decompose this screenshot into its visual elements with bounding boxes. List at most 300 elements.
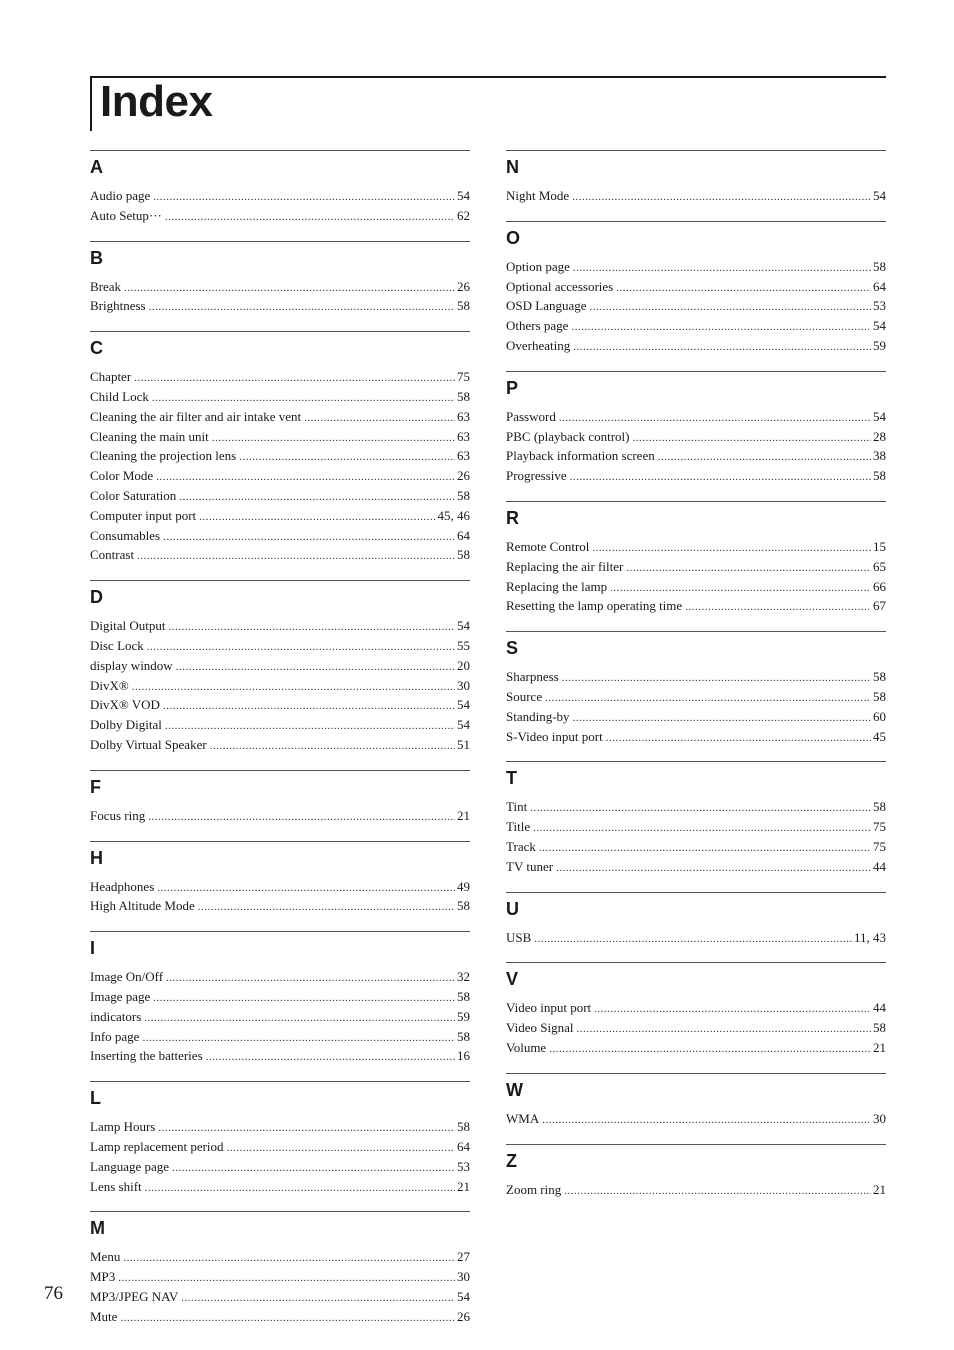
index-entry (506, 538, 886, 558)
dot-leader (181, 1290, 455, 1308)
index-entry (506, 818, 886, 838)
entry-page-ref: 16 (457, 1048, 470, 1064)
index-section-l (90, 1081, 470, 1211)
dot-leader (176, 659, 455, 677)
entry-list (90, 179, 470, 241)
entry-term: DivX® (90, 677, 129, 693)
index-section-c (90, 331, 470, 580)
dot-leader (562, 670, 871, 688)
index-section-r (506, 501, 886, 631)
entry-term: High Altitude Mode (90, 898, 195, 914)
dot-leader (147, 639, 455, 657)
entry-list (506, 400, 886, 501)
entry-page-ref: 65 (873, 558, 886, 574)
dot-leader (132, 679, 455, 697)
entry-page-ref: 26 (457, 278, 470, 294)
dot-leader (210, 738, 455, 756)
dot-leader (239, 449, 455, 467)
entry-page-ref: 38 (873, 448, 886, 464)
entry-page-ref: 58 (457, 988, 470, 1004)
index-entry (506, 337, 886, 357)
entry-term: Others page (506, 318, 569, 334)
entry-term: MP3/JPEG NAV (90, 1288, 179, 1304)
index-entry (506, 597, 886, 617)
dot-leader (199, 509, 435, 527)
entry-page-ref: 54 (457, 717, 470, 733)
entry-page-ref: 64 (457, 527, 470, 543)
index-entry (90, 187, 470, 207)
index-entry (90, 297, 470, 317)
dot-leader (592, 540, 871, 558)
entry-term: USB (506, 929, 532, 945)
entry-page-ref: 58 (873, 258, 886, 274)
page-title: Index (100, 77, 213, 126)
index-section-s (506, 631, 886, 761)
entry-term: Digital Output (90, 618, 166, 634)
index-entry (90, 1028, 470, 1048)
entry-page-ref: 28 (873, 428, 886, 444)
dot-leader (166, 970, 455, 988)
dot-leader (157, 880, 455, 898)
index-entry (506, 728, 886, 748)
dot-leader (590, 299, 871, 317)
index-section-n (506, 150, 886, 221)
entry-page-ref: 67 (873, 598, 886, 614)
index-entry (506, 838, 886, 858)
section-letter: R (506, 507, 519, 528)
entry-term: Lamp Hours (90, 1119, 156, 1135)
entry-page-ref: 45 (873, 728, 886, 744)
entry-term: Remote Control (506, 538, 590, 554)
index-entry (506, 258, 886, 278)
index-entry (506, 1019, 886, 1039)
dot-leader (163, 529, 455, 547)
index-entry (90, 447, 470, 467)
entry-term: Break (90, 278, 122, 294)
dot-leader (572, 189, 871, 207)
entry-page-ref: 64 (873, 278, 886, 294)
dot-leader (156, 469, 455, 487)
dot-leader (304, 410, 455, 428)
entry-page-ref: 51 (457, 736, 470, 752)
index-entry (90, 1248, 470, 1268)
entry-page-ref: 58 (873, 799, 886, 815)
section-letter: M (90, 1218, 105, 1239)
dot-leader (165, 718, 455, 736)
entry-term: Chapter (90, 369, 132, 385)
section-letter: W (506, 1079, 523, 1100)
entry-page-ref: 64 (457, 1138, 470, 1154)
section-letter: I (90, 938, 96, 959)
dot-leader (534, 931, 852, 949)
index-entry (506, 278, 886, 298)
entry-page-ref: 54 (873, 188, 886, 203)
entry-page-ref: 53 (873, 298, 886, 314)
index-column-left (90, 150, 470, 1341)
entry-list (506, 991, 886, 1072)
entry-term: TV tuner (506, 858, 554, 874)
entry-page-ref: 58 (457, 898, 470, 914)
page-number: 76 (44, 1283, 63, 1304)
index-entry (90, 1047, 470, 1067)
index-section-u (506, 892, 886, 963)
entry-page-ref: 75 (457, 369, 470, 385)
index-section-w (506, 1073, 886, 1144)
entry-term: MP3 (90, 1269, 116, 1285)
entry-page-ref: 54 (457, 618, 470, 634)
entry-list (90, 870, 470, 932)
dot-leader (632, 430, 871, 448)
section-letter: H (90, 847, 103, 868)
entry-page-ref: 26 (457, 468, 470, 484)
dot-leader (212, 430, 455, 448)
index-title-bar (90, 76, 886, 131)
dot-leader (571, 319, 871, 337)
entry-page-ref: 21 (457, 1178, 470, 1194)
entry-list (90, 360, 470, 580)
entry-page-ref: 58 (873, 669, 886, 685)
dot-leader (530, 800, 871, 818)
index-section-b (90, 241, 470, 332)
dot-leader (148, 809, 455, 827)
dot-leader (573, 339, 871, 357)
entry-list (506, 921, 886, 963)
entry-page-ref: 54 (873, 318, 886, 334)
entry-list (506, 179, 886, 221)
index-entry (90, 617, 470, 637)
entry-term: Menu (90, 1249, 121, 1265)
dot-leader (163, 698, 455, 716)
entry-term: Info page (90, 1028, 140, 1044)
entry-term: Mute (90, 1308, 118, 1324)
entry-page-ref: 59 (873, 337, 886, 353)
entry-list (506, 1102, 886, 1144)
dot-leader (153, 189, 455, 207)
index-entry (90, 897, 470, 917)
dot-leader (576, 1021, 871, 1039)
entry-term: Video input port (506, 1000, 592, 1016)
entry-term: Cleaning the air filter and air intake vent (90, 408, 302, 424)
entry-term: PBC (playback control) (506, 428, 630, 444)
entry-page-ref: 58 (457, 1119, 470, 1135)
entry-page-ref: 58 (457, 298, 470, 314)
index-section-f (90, 770, 470, 841)
entry-term: Volume (506, 1039, 547, 1055)
dot-leader (573, 710, 871, 728)
index-entry (506, 688, 886, 708)
dot-leader (206, 1049, 455, 1067)
entry-page-ref: 58 (873, 688, 886, 704)
entry-term: Lamp replacement period (90, 1138, 224, 1154)
entry-term: Disc Lock (90, 637, 144, 653)
index-entry (90, 408, 470, 428)
index-entry (90, 1118, 470, 1138)
entry-page-ref: 30 (457, 677, 470, 693)
entry-page-ref: 58 (873, 1020, 886, 1036)
dot-leader (152, 390, 455, 408)
entry-page-ref: 44 (873, 858, 886, 874)
entry-term: Cleaning the main unit (90, 428, 209, 444)
index-section-i (90, 931, 470, 1081)
index-entry (506, 297, 886, 317)
entry-term: Night Mode (506, 188, 570, 203)
index-entry (506, 447, 886, 467)
dot-leader (172, 1160, 455, 1178)
entry-list (90, 609, 470, 770)
entry-term: Replacing the lamp (506, 578, 608, 594)
entry-list (506, 530, 886, 631)
entry-term: Cleaning the projection lens (90, 448, 237, 464)
entry-term: Lens shift (90, 1178, 142, 1194)
index-entry (506, 187, 886, 207)
index-entry (90, 716, 470, 736)
entry-term: Option page (506, 258, 570, 274)
section-letter: A (90, 157, 103, 177)
entry-term: Title (506, 819, 531, 835)
dot-leader (227, 1140, 455, 1158)
entry-term: WMA (506, 1110, 540, 1126)
dot-leader (120, 1310, 455, 1328)
dot-leader (685, 599, 871, 617)
entry-page-ref: 20 (457, 657, 470, 673)
entry-page-ref: 27 (457, 1249, 470, 1265)
dot-leader (549, 1041, 871, 1059)
entry-term: Overheating (506, 337, 571, 353)
entry-page-ref: 26 (457, 1308, 470, 1324)
dot-leader (198, 899, 455, 917)
entry-term: Child Lock (90, 388, 149, 404)
index-entry (506, 668, 886, 688)
section-letter: C (90, 338, 103, 359)
section-letter: L (90, 1088, 101, 1109)
section-letter: P (506, 377, 519, 398)
entry-term: Focus ring (90, 807, 146, 823)
entry-page-ref: 58 (457, 1028, 470, 1044)
entry-term: OSD Language (506, 298, 587, 314)
index-entry (90, 428, 470, 448)
index-entry (90, 1268, 470, 1288)
section-letter: V (506, 969, 519, 990)
entry-term: Image On/Off (90, 969, 164, 985)
dot-leader (165, 209, 455, 227)
dot-leader (168, 619, 455, 637)
dot-leader (570, 469, 871, 487)
section-letter: N (506, 157, 519, 177)
index-entry (90, 388, 470, 408)
dot-leader (573, 260, 871, 278)
entry-term: Computer input port (90, 507, 197, 523)
dot-leader (142, 1030, 455, 1048)
entry-term: Video Signal (506, 1020, 574, 1036)
dot-leader (564, 1183, 871, 1201)
index-section-m (90, 1211, 470, 1341)
dot-leader (149, 299, 455, 317)
entry-list (90, 1240, 470, 1341)
section-letter: T (506, 768, 517, 789)
entry-page-ref: 44 (873, 1000, 886, 1016)
entry-list (90, 1110, 470, 1211)
index-entry (506, 408, 886, 428)
entry-term: Color Mode (90, 468, 154, 484)
entry-page-ref: 54 (457, 1288, 470, 1304)
index-entry (90, 1288, 470, 1308)
entry-list (506, 250, 886, 371)
index-column-right (506, 150, 886, 1214)
dot-leader (123, 1250, 455, 1268)
entry-term: Progressive (506, 468, 567, 484)
index-entry (90, 696, 470, 716)
dot-leader (145, 1180, 455, 1198)
entry-term: Playback information screen (506, 448, 655, 464)
index-entry (506, 467, 886, 487)
entry-page-ref: 66 (873, 578, 886, 594)
index-entry (90, 368, 470, 388)
entry-page-ref: 58 (457, 388, 470, 404)
entry-term: Brightness (90, 298, 146, 314)
dot-leader (134, 370, 455, 388)
index-section-v (506, 962, 886, 1072)
entry-page-ref: 62 (457, 207, 470, 223)
entry-page-ref: 55 (457, 637, 470, 653)
dot-leader (144, 1010, 455, 1028)
index-entry (90, 207, 470, 227)
entry-page-ref: 54 (457, 188, 470, 203)
entry-page-ref: 63 (457, 428, 470, 444)
entry-list (506, 660, 886, 761)
dot-leader (158, 1120, 455, 1138)
index-entry (90, 988, 470, 1008)
entry-list (90, 960, 470, 1081)
entry-page-ref: 75 (873, 838, 886, 854)
entry-page-ref: 60 (873, 708, 886, 724)
entry-page-ref: 75 (873, 819, 886, 835)
entry-term: Language page (90, 1158, 170, 1174)
index-entry (90, 278, 470, 298)
index-entry (90, 968, 470, 988)
entry-term: Audio page (90, 188, 151, 203)
entry-term: Password (506, 408, 556, 424)
index-entry (90, 1308, 470, 1328)
dot-leader (533, 820, 871, 838)
dot-leader (559, 410, 871, 428)
entry-page-ref: 21 (873, 1181, 886, 1197)
index-entry (90, 546, 470, 566)
entry-list (506, 790, 886, 891)
index-entry (506, 1039, 886, 1059)
index-entry (90, 487, 470, 507)
dot-leader (545, 690, 871, 708)
entry-term: Standing-by (506, 708, 570, 724)
entry-term: S-Video input port (506, 728, 603, 744)
dot-leader (124, 280, 455, 298)
entry-term: Zoom ring (506, 1181, 562, 1197)
index-entry (90, 1008, 470, 1028)
dot-leader (606, 730, 871, 748)
index-entry (90, 527, 470, 547)
index-section-d (90, 580, 470, 770)
entry-term: display window (90, 657, 173, 673)
index-entry (506, 578, 886, 598)
entry-page-ref: 58 (457, 487, 470, 503)
dot-leader (137, 548, 455, 566)
entry-list (506, 1173, 886, 1215)
index-entry (90, 1178, 470, 1198)
index-entry (90, 467, 470, 487)
index-entry (506, 317, 886, 337)
entry-list (90, 270, 470, 332)
entry-page-ref: 30 (873, 1110, 886, 1126)
entry-term: Optional accessories (506, 278, 614, 294)
index-entry (506, 1110, 886, 1130)
entry-term: Sharpness (506, 669, 559, 685)
index-entry (506, 798, 886, 818)
entry-term: Replacing the air filter (506, 558, 624, 574)
entry-term: Image page (90, 988, 151, 1004)
entry-page-ref: 49 (457, 878, 470, 894)
index-section-a (90, 150, 470, 241)
entry-term: Source (506, 688, 543, 704)
entry-term: indicators (90, 1008, 142, 1024)
index-entry (90, 1158, 470, 1178)
index-entry (90, 736, 470, 756)
entry-term: Tint (506, 799, 528, 815)
entry-page-ref: 45, 46 (437, 507, 470, 523)
section-letter: U (506, 898, 519, 919)
entry-page-ref: 59 (457, 1008, 470, 1024)
dot-leader (556, 860, 871, 878)
section-letter: B (90, 247, 103, 268)
section-letter: S (506, 638, 519, 659)
dot-leader (610, 580, 871, 598)
index-entry (90, 677, 470, 697)
index-entry (90, 807, 470, 827)
index-entry (90, 637, 470, 657)
entry-term: Dolby Virtual Speaker (90, 736, 207, 752)
entry-term: Dolby Digital (90, 717, 162, 733)
entry-term: Contrast (90, 547, 135, 563)
entry-term: Inserting the batteries (90, 1048, 203, 1064)
dot-leader (118, 1270, 455, 1288)
dot-leader (153, 990, 455, 1008)
index-entry (90, 507, 470, 527)
index-section-t (506, 761, 886, 891)
entry-page-ref: 54 (457, 697, 470, 713)
entry-term: Color Saturation (90, 487, 177, 503)
entry-term: Consumables (90, 527, 161, 543)
section-letter: F (90, 776, 101, 797)
entry-term: DivX® VOD (90, 697, 160, 713)
entry-page-ref: 32 (457, 969, 470, 985)
index-section-z (506, 1144, 886, 1215)
index-entry (506, 558, 886, 578)
section-letter: D (90, 587, 103, 608)
entry-list (90, 799, 470, 841)
entry-page-ref: 15 (873, 538, 886, 554)
entry-page-ref: 58 (457, 547, 470, 563)
dot-leader (179, 489, 455, 507)
dot-leader (626, 560, 871, 578)
section-letter: Z (506, 1150, 517, 1171)
index-section-h (90, 841, 470, 932)
dot-leader (539, 840, 871, 858)
index-entry (506, 708, 886, 728)
entry-page-ref: 30 (457, 1269, 470, 1285)
entry-term: Auto Setup··· (90, 207, 162, 223)
index-section-p (506, 371, 886, 501)
section-letter: O (506, 227, 521, 248)
dot-leader (594, 1001, 871, 1019)
index-entry (506, 858, 886, 878)
